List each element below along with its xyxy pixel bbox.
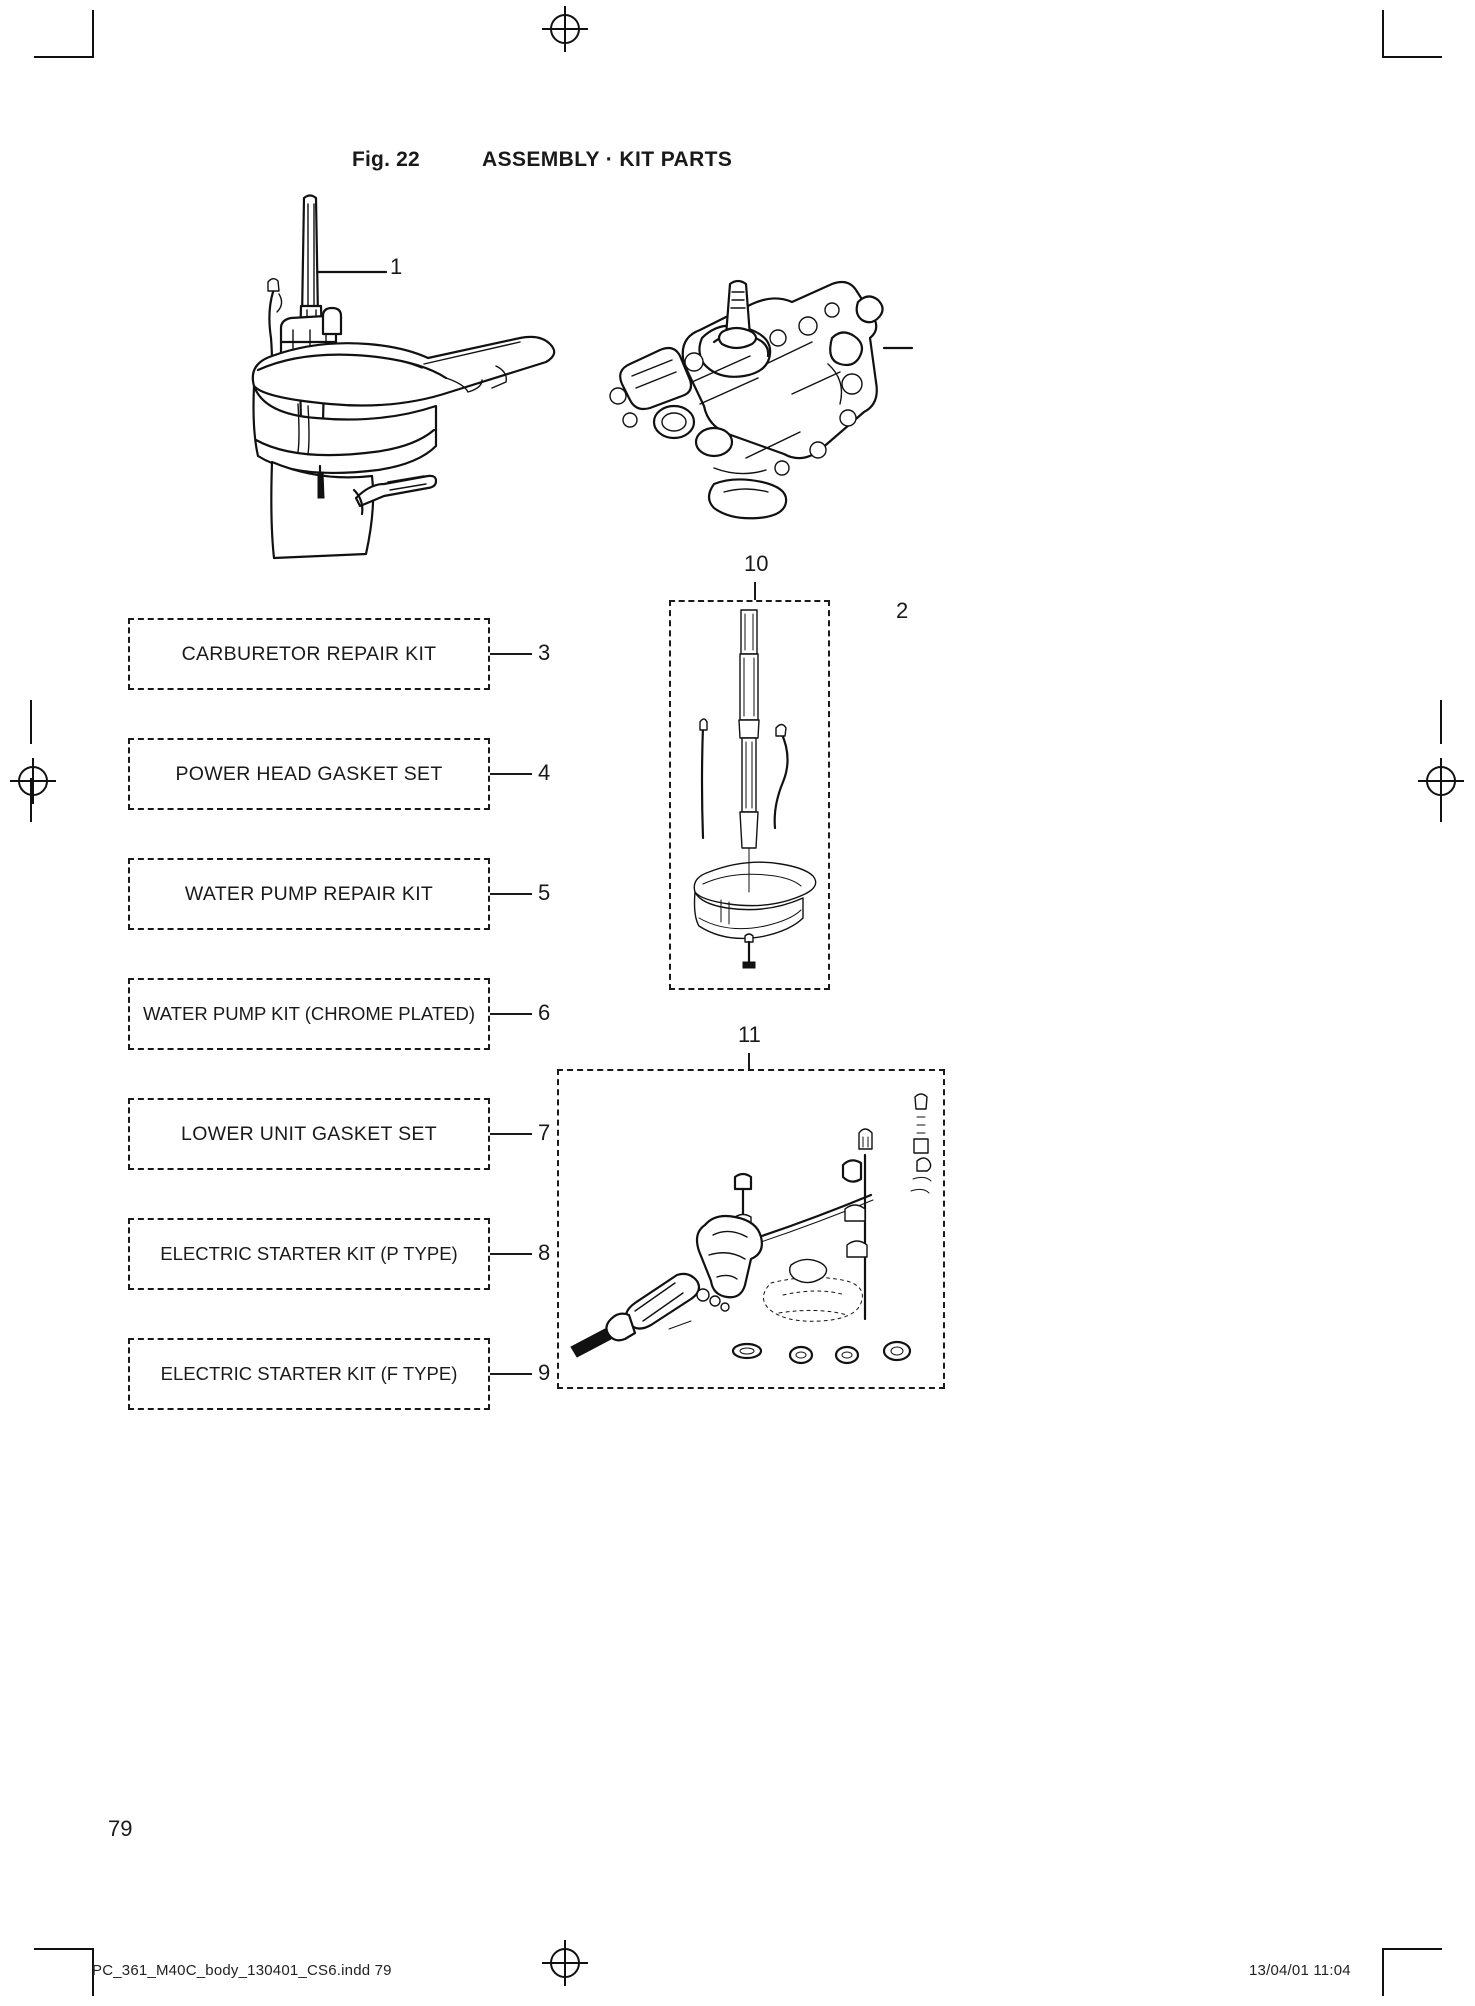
footer-file-name: PC_361_M40C_body_130401_CS6.indd 79 [92, 1962, 392, 1979]
kit-label-8: ELECTRIC STARTER KIT (P TYPE) [160, 1243, 458, 1264]
kit-row-water-pump-repair-kit [128, 858, 551, 956]
kit-row-water-pump-kit-chrome-plated [128, 978, 551, 1076]
footer-timestamp: 13/04/01 11:04 [1249, 1962, 1351, 1979]
registration-mark-top [542, 6, 588, 52]
figure-number: Fig. 22 [352, 148, 420, 171]
leader-line-6 [490, 1013, 532, 1015]
kit-row-lower-unit-gasket-set [128, 1098, 551, 1196]
fold-mark-right [1428, 700, 1458, 820]
callout-number-11: 11 [738, 1022, 761, 1047]
callout-number-8: 8 [538, 1240, 551, 1265]
kit-label-5: WATER PUMP REPAIR KIT [184, 882, 434, 905]
kit-label-3: CARBURETOR REPAIR KIT [181, 642, 437, 665]
kit-row-carburetor-repair-kit [128, 618, 551, 716]
kit-label-9: ELECTRIC STARTER KIT (F TYPE) [160, 1363, 458, 1384]
callout-number-4: 4 [538, 760, 551, 785]
registration-mark-bottom [542, 1940, 588, 1986]
kit-row-power-head-gasket-set [128, 738, 551, 836]
kit-box-7[interactable] [128, 1098, 490, 1170]
kit-row-electric-starter-kit-f-type [128, 1338, 551, 1436]
kit-box-3[interactable] [128, 618, 490, 690]
kit-box-4[interactable] [128, 738, 490, 810]
crop-mark-bottom-right [1382, 1936, 1442, 1996]
leader-line-5 [490, 893, 532, 895]
callout-number-3: 3 [538, 640, 551, 665]
callout-number-1: 1 [390, 254, 403, 279]
leader-line-4 [490, 773, 532, 775]
callout-number-5: 5 [538, 880, 551, 905]
crop-mark-top-left [34, 10, 94, 70]
kit-row-electric-starter-kit-p-type [128, 1218, 551, 1316]
kit-box-8[interactable] [128, 1218, 490, 1290]
illustration-drive-shaft-kit [669, 600, 830, 990]
leader-line-7 [490, 1133, 532, 1135]
page-number: 79 [108, 1816, 133, 1841]
crop-mark-bottom-left [34, 1936, 94, 1996]
fold-mark-left [18, 700, 48, 820]
crop-mark-top-right [1382, 10, 1442, 70]
illustration-shift-linkage-kit [557, 1069, 945, 1389]
callout-leader-11 [748, 1053, 750, 1069]
kit-box-6[interactable] [128, 978, 490, 1050]
kit-label-4: POWER HEAD GASKET SET [175, 762, 443, 785]
callout-number-7: 7 [538, 1120, 551, 1145]
kit-label-6: WATER PUMP KIT (CHROME PLATED) [143, 1003, 475, 1024]
illustration-lower-unit-assembly [238, 190, 568, 560]
callout-number-9: 9 [538, 1360, 551, 1385]
callout-number-6: 6 [538, 1000, 551, 1025]
kit-parts-list [128, 618, 551, 1458]
leader-line-8 [490, 1253, 532, 1255]
page-title: ASSEMBLY · KIT PARTS [482, 148, 733, 171]
callout-number-10: 10 [744, 551, 769, 576]
kit-box-9[interactable] [128, 1338, 490, 1410]
leader-line-3 [490, 653, 532, 655]
callout-number-2: 2 [896, 598, 909, 623]
kit-box-5[interactable] [128, 858, 490, 930]
kit-label-7: LOWER UNIT GASKET SET [181, 1122, 437, 1145]
callout-leader-10 [754, 582, 756, 600]
leader-line-9 [490, 1373, 532, 1375]
